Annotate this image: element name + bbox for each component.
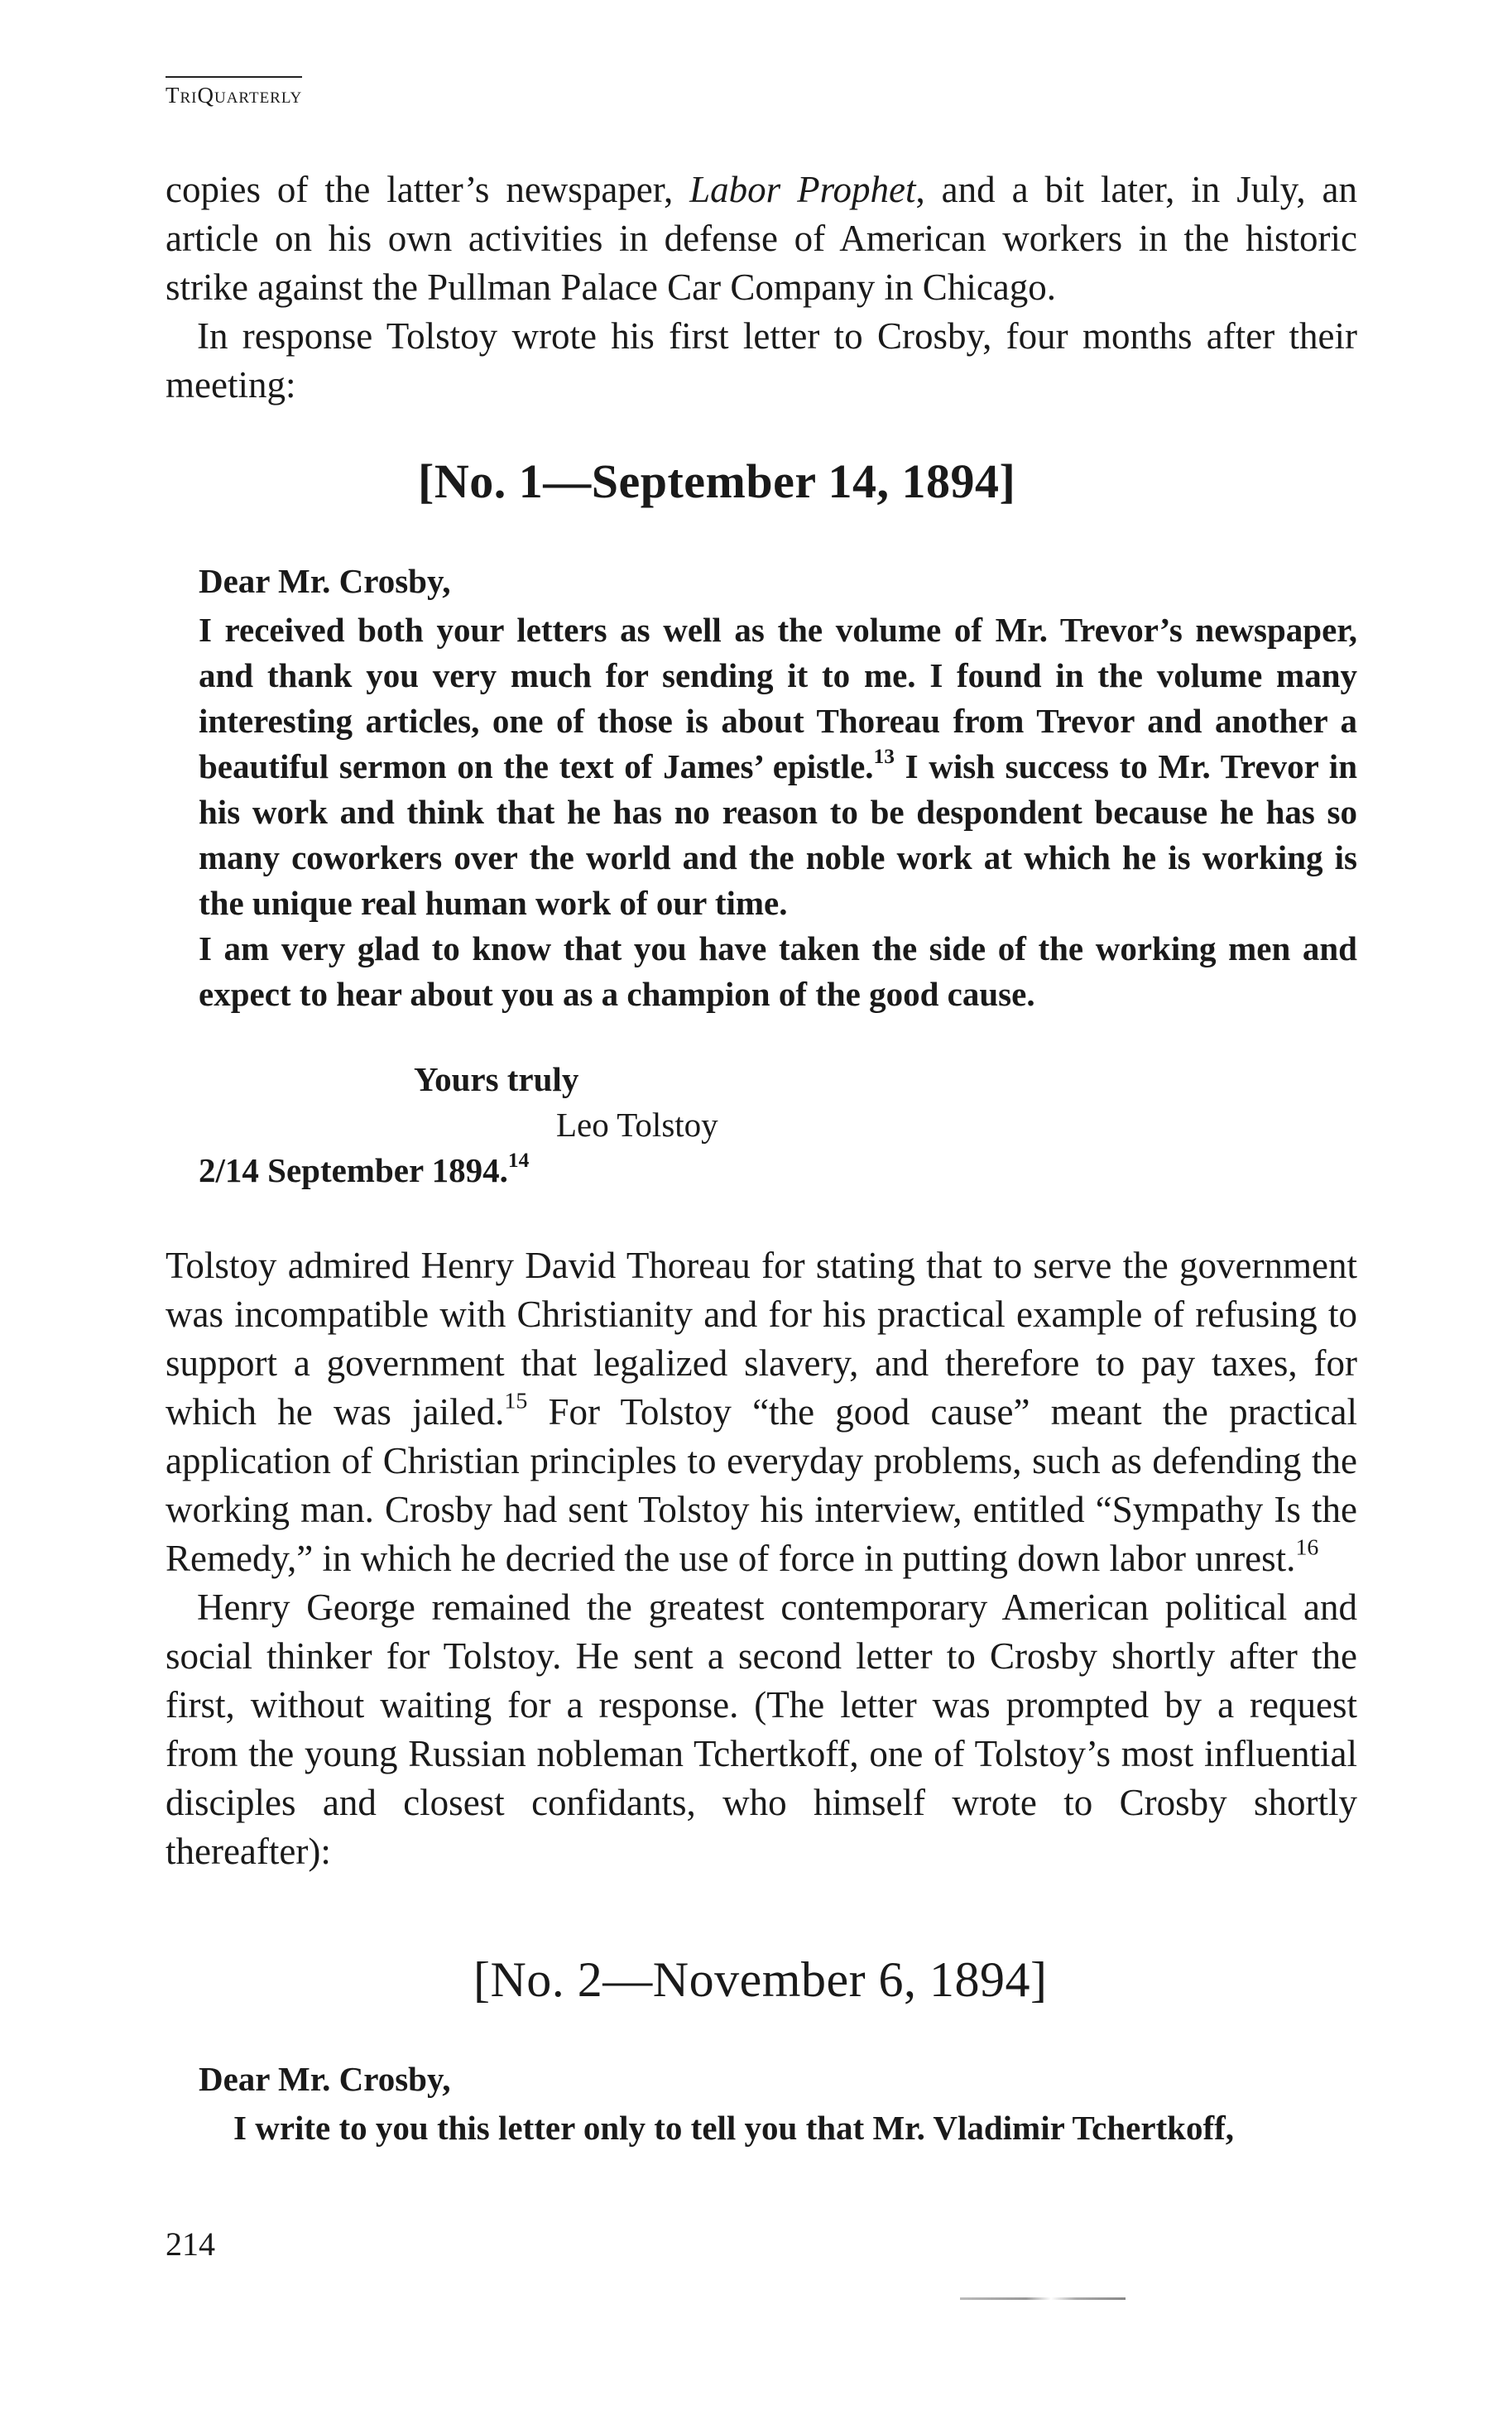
letter-1-signature: Leo Tolstoy (556, 1106, 718, 1144)
letter-1-paragraph-2: I am very glad to know that you have taken the side of the working men and expect to hear about you as a champion of the good cause. (199, 929, 1357, 1013)
intro-paragraph-2: In response Tolstoy wrote his first letter to Crosby, four months after their meeting: (166, 315, 1357, 406)
scan-mark (960, 2297, 1126, 2300)
footnote-ref-14: 14 (507, 1149, 530, 1173)
body-paragraph-2: Henry George remained the greatest contemporary American political and social thinker for Tolstoy. He sent a second letter to Crosby shortly after the first, without waiting for a response. (The letter was prompted by a request from the young Russian nobleman Tchertkoff, one of Tolstoy’s most influential disciples and closest confidants, who himself wrote to Crosby shortly thereafter): (166, 1587, 1357, 1872)
body-text (166, 1241, 1357, 1876)
letter-1-salutation: Dear Mr. Crosby, (199, 562, 451, 600)
body-paragraph-1: Tolstoy admired Henry David Thoreau for stating that to serve the government was incompatible with Christianity and for his practical example of refusing to support a government that legalized slavery, and therefore to pay taxes, for which he was jailed.$^{15}$ For Tolstoy “the good cause” meant the practical application of Christian principles to everyday problems, such as defending the working man. Crosby had sent Tolstoy his interview, entitled “Sympathy Is the Remedy,” in which he decried the use of force in putting down labor unrest.$^{16}$ (166, 1245, 1357, 1579)
intro-paragraph-1: copies of the latter’s newspaper, Labor Prophet, and a bit later, in July, an article on his own activities in defense of American workers in the historic strike against the Pullman Palace Car Company in Chicago. (166, 169, 1357, 308)
footnote-ref-13: 13 (873, 745, 895, 769)
footnote-ref-16: 16 (1295, 1534, 1319, 1561)
letter-2 (199, 2057, 1357, 2151)
letter-2-heading: [No. 2—November 6, 1894] (473, 1952, 1048, 2007)
letter-2-paragraph-1: I write to you this letter only to tell you that Mr. Vladimir Tchertkoff, (233, 2109, 1235, 2147)
letter-2-salutation: Dear Mr. Crosby, (199, 2060, 451, 2098)
letter-1-paragraph-1: I received both your letters as well as the volume of Mr. Trevor’s newspaper, and thank you very much for sending it to me. I found in the volume many interesting articles, one of those is about Thoreau from Trevor and another a beautiful sermon on the text of James’ epistle.$^{13}$ I wish success to Mr. Trevor in his work and think that he has no reason to be despondent because he has so many coworkers over the world and the noble work at which he is working is the unique real human work of our time. (199, 611, 1357, 922)
footnote-ref-15: 15 (504, 1388, 528, 1414)
letter-1-date: 2/14 September 1894.14 (199, 1149, 530, 1189)
letter-1-heading: [No. 1—September 14, 1894] (418, 454, 1016, 508)
letter-1-closing: Yours truly (414, 1060, 579, 1098)
newspaper-title: Labor Prophet (689, 169, 916, 210)
page-number: 214 (166, 2225, 215, 2263)
letter-1 (199, 559, 1357, 1017)
intro-text (166, 166, 1357, 410)
running-head: TriQuarterly (166, 76, 302, 108)
